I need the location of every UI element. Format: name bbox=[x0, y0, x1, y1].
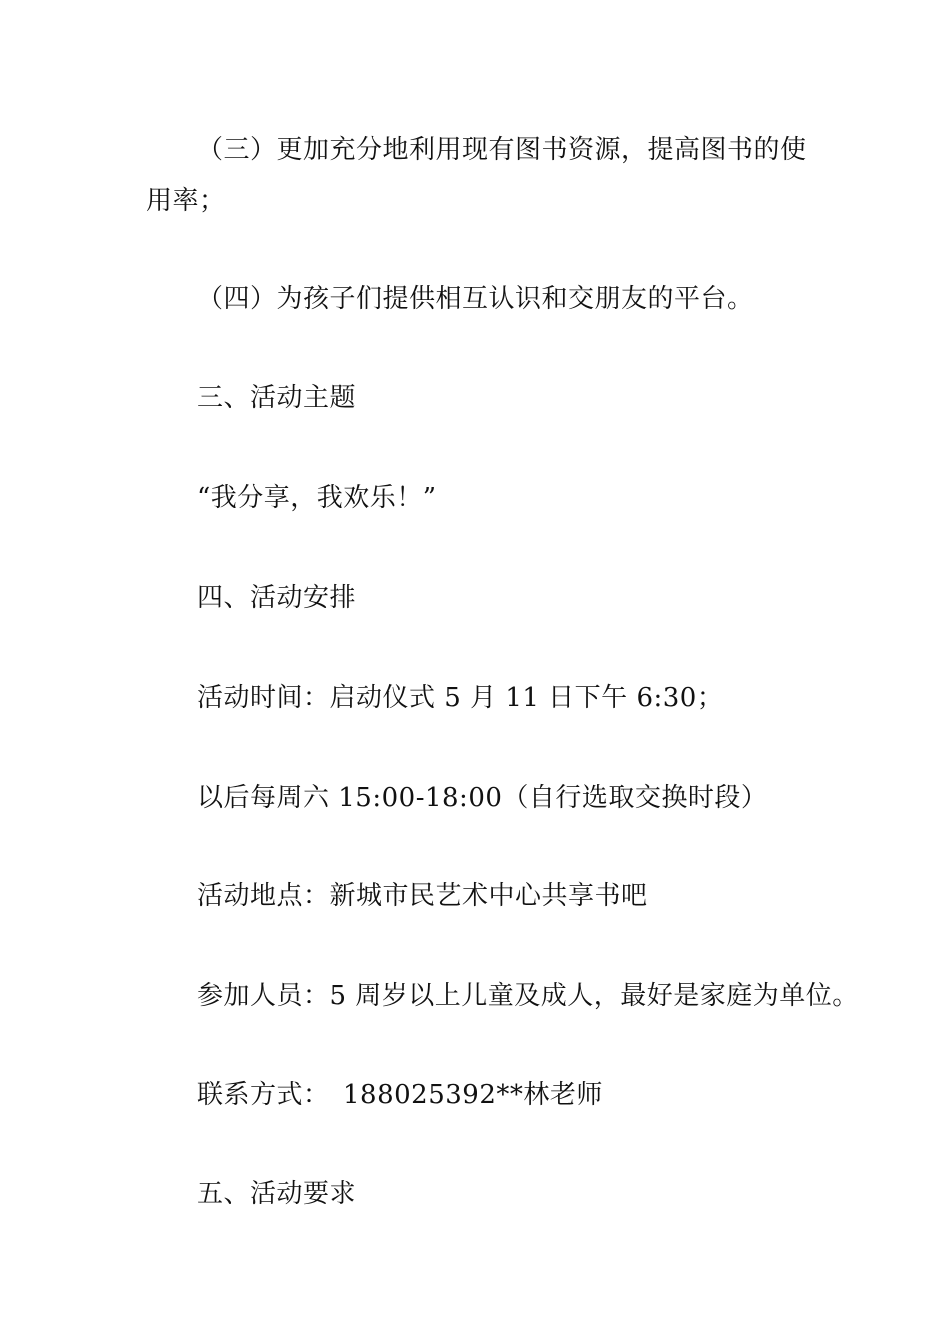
activity-time-weekly: 以后每周六 15:00-18:00（自行选取交换时段） bbox=[197, 783, 768, 813]
activity-time-launch: 活动时间：启动仪式 5 月 11 日下午 6:30； bbox=[197, 683, 724, 713]
section-heading-requirements: 五、活动要求 bbox=[197, 1179, 357, 1209]
paragraph-goal-3-line-2: 用率； bbox=[146, 186, 226, 216]
paragraph-goal-3-line-1: （三）更加充分地利用现有图书资源，提高图书的使 bbox=[197, 135, 807, 165]
paragraph-goal-4: （四）为孩子们提供相互认识和交朋友的平台。 bbox=[197, 284, 754, 314]
contact-info: 联系方式： 188025392**林老师 bbox=[197, 1080, 603, 1110]
section-heading-theme: 三、活动主题 bbox=[197, 383, 357, 413]
participants: 参加人员：5 周岁以上儿童及成人，最好是家庭为单位。 bbox=[197, 981, 859, 1011]
theme-slogan: “我分享，我欢乐！” bbox=[197, 483, 437, 513]
activity-location: 活动地点：新城市民艺术中心共享书吧 bbox=[197, 881, 648, 911]
section-heading-arrangement: 四、活动安排 bbox=[197, 583, 357, 613]
